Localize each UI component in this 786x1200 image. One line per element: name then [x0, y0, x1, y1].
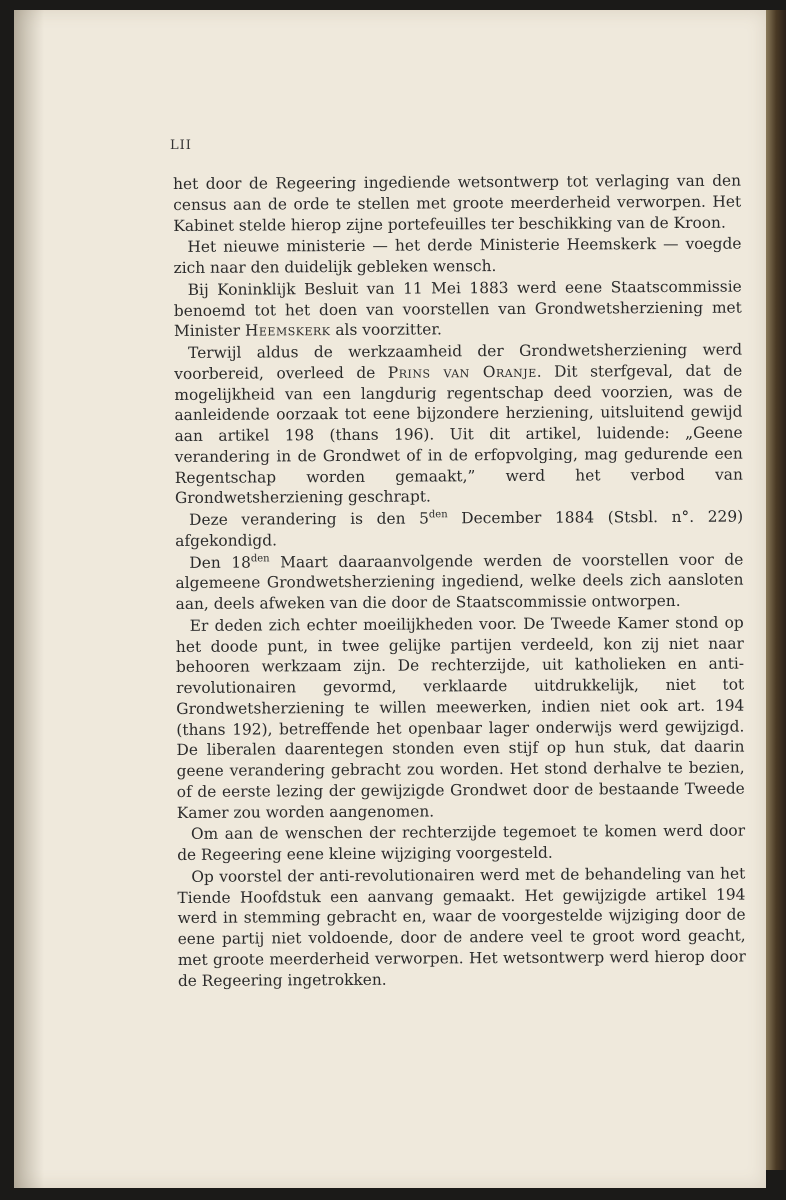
paragraph-5-text-before: Deze verandering is den 5 — [189, 509, 429, 529]
body-text — [173, 171, 746, 993]
paragraph-9: Op voorstel der anti-revolutionairen werd met de behandeling van het Tiende Hoofdstuk een aanvang gemaakt. Het gewijzigde artikel 194 werd in stemming gebracht en, waar de voorgestelde wijziging door de eene partij niet voldoende, door de andere veel te groot word geacht, met groote meerderheid verworpen. Het wetsontwerp werd hierop door de Regeering ingetrokken. — [177, 864, 746, 990]
paragraph-6-superscript: den — [250, 552, 270, 564]
paragraph-7: Er deden zich echter moeilijkheden voor. De Tweede Kamer stond op het doode punt, in twee gelijke partijen verdeeld, kon zij niet naar behooren werkzaam zijn. De rechterzijde, uit katholieken en anti-revolutionairen gevormd, verklaarde uitdrukkelijk, niet tot Grondwetsherziening te willen meewerken, indien niet ook art. 194 (thans 192), betreffende het openbaar lager onderwijs werd gewijzigd. De liberalen daarentegen stonden even stijf op hun stuk, dat daarin geene verandering gebracht zou worden. Het stond derhalve te bezien, of de eerste lezing der gewijzigde Grondwet door de bestaande Tweede Kamer zou worden aangenomen. — [175, 613, 745, 822]
book-edge — [766, 10, 786, 1170]
paragraph-8: Om aan de wenschen der rechterzijde tegemoet te komen werd door de Regeering eene kleine wijziging voorgesteld. — [177, 821, 746, 864]
paragraph-4-text-before: Terwijl aldus de werkzaamheid der Grondwetsherziening werd voorbereid, overleed de — [174, 340, 743, 383]
paragraph-4-text-after: . Dit sterfgeval, dat de mogelijkheid van een langdurig regentschap deed voorzien, was de aanleidende oorzaak tot eene bijzondere herziening, uitsluitend gewijd aan artikel 198 (thans 196). Uit dit artikel, luidende: „Geene verandering in de Grondwet of in de erfopvolging, mag gedurende een Regentschap worden gemaakt,” werd het verbod van Grondwetsherziening geschrapt. — [174, 361, 743, 508]
name-prins-van-oranje: Prins van Oranje — [387, 362, 537, 382]
page-number: LII — [170, 138, 192, 153]
paragraph-5-text-after: December 1884 (Stsbl. n°. 229) afgekondigd. — [175, 507, 744, 550]
paragraph-3-text-after: als voorzitter. — [330, 320, 442, 340]
paragraph-3-text-before: Bij Koninklijk Besluit van 11 Mei 1883 werd eene Staatscommissie benoemd tot het doen van voorstellen van Grondwetsherziening met Minister — [173, 277, 742, 341]
paragraph-2: Het nieuwe ministerie — het derde Ministerie Heemskerk — voegde zich naar den duidelijk gebleken wensch. — [173, 234, 742, 277]
paragraph-6 — [175, 549, 743, 615]
gutter-shadow — [14, 10, 44, 1188]
paragraph-1: het door de Regeering ingediende wetsontwerp tot verlaging van den census aan de orde te stellen met groote meerderheid verworpen. Het Kabinet stelde hierop zijne portefeuilles ter beschikking van de Kroon. — [173, 171, 742, 235]
paragraph-4 — [174, 340, 743, 509]
book-page — [14, 10, 766, 1188]
paragraph-6-text-after: Maart daaraanvolgende werden de voorstellen voor de algemeene Grondwetsherziening ingediend, welke deels zich aansloten aan, deels afweken van die door de Staatscommissie ontworpen. — [175, 550, 744, 613]
paragraph-6-text-before: Den 18 — [189, 553, 251, 572]
name-heemskerk: Heemskerk — [244, 321, 331, 340]
paragraph-5-superscript: den — [428, 509, 448, 521]
paragraph-3 — [174, 276, 742, 342]
paragraph-5 — [175, 507, 743, 552]
